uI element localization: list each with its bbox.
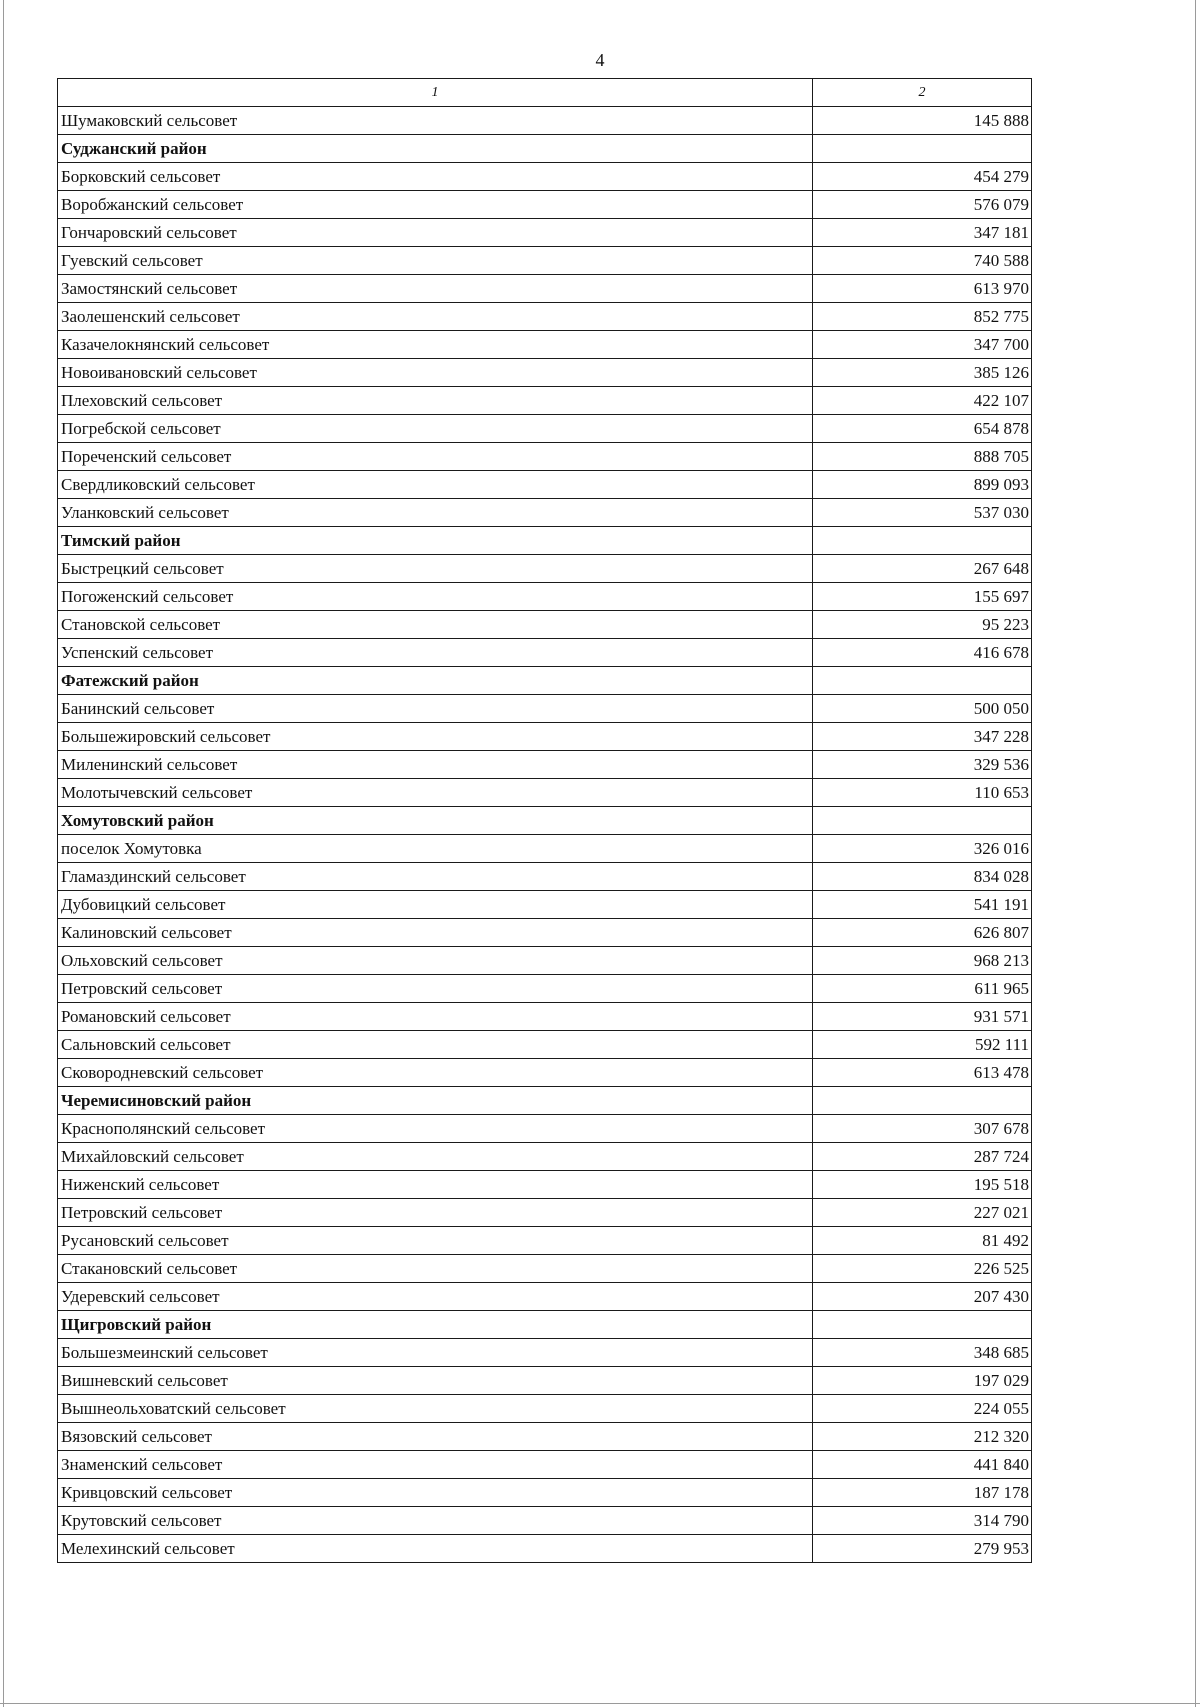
municipality-name: Вышнеольховатский сельсовет: [58, 1395, 813, 1423]
table-row: [58, 1339, 1032, 1367]
table-row: [58, 611, 1032, 639]
allocation-table-container: [57, 78, 1031, 1563]
amount-value: [813, 807, 1032, 835]
table-row: [58, 835, 1032, 863]
district-name: Черемисиновский район: [58, 1087, 813, 1115]
table-row: [58, 1395, 1032, 1423]
amount-value: 329 536: [813, 751, 1032, 779]
district-name: Тимский район: [58, 527, 813, 555]
table-row: [58, 555, 1032, 583]
table-row: [58, 275, 1032, 303]
municipality-name: поселок Хомутовка: [58, 835, 813, 863]
table-row: [58, 499, 1032, 527]
district-name: Суджанский район: [58, 135, 813, 163]
amount-value: 227 021: [813, 1199, 1032, 1227]
amount-value: 307 678: [813, 1115, 1032, 1143]
amount-value: 613 478: [813, 1059, 1032, 1087]
amount-value: 81 492: [813, 1227, 1032, 1255]
table-row: [58, 247, 1032, 275]
district-header-row: [58, 1311, 1032, 1339]
amount-value: 155 697: [813, 583, 1032, 611]
municipality-name: Заолешенский сельсовет: [58, 303, 813, 331]
municipality-name: Удеревский сельсовет: [58, 1283, 813, 1311]
municipality-name: Вишневский сельсовет: [58, 1367, 813, 1395]
municipality-name: Знаменский сельсовет: [58, 1451, 813, 1479]
table-row: [58, 891, 1032, 919]
table-header-row: [58, 79, 1032, 107]
amount-value: 145 888: [813, 107, 1032, 135]
amount-value: 212 320: [813, 1423, 1032, 1451]
amount-value: 537 030: [813, 499, 1032, 527]
municipality-name: Романовский сельсовет: [58, 1003, 813, 1031]
table-row: [58, 583, 1032, 611]
amount-value: 326 016: [813, 835, 1032, 863]
municipality-name: Миленинский сельсовет: [58, 751, 813, 779]
table-row: [58, 639, 1032, 667]
scan-edge-left: [3, 0, 4, 1707]
municipality-name: Большезмеинский сельсовет: [58, 1339, 813, 1367]
amount-value: 454 279: [813, 163, 1032, 191]
table-row: [58, 1115, 1032, 1143]
district-header-row: [58, 667, 1032, 695]
municipality-name: Новоивановский сельсовет: [58, 359, 813, 387]
table-row: [58, 1283, 1032, 1311]
amount-value: 834 028: [813, 863, 1032, 891]
table-row: [58, 1031, 1032, 1059]
municipality-name: Петровский сельсовет: [58, 1199, 813, 1227]
amount-value: 287 724: [813, 1143, 1032, 1171]
amount-value: 613 970: [813, 275, 1032, 303]
municipality-name: Сковородневский сельсовет: [58, 1059, 813, 1087]
page-number: 4: [595, 50, 605, 70]
amount-value: 576 079: [813, 191, 1032, 219]
municipality-name: Мелехинский сельсовет: [58, 1535, 813, 1563]
municipality-name: Замостянский сельсовет: [58, 275, 813, 303]
amount-value: 347 700: [813, 331, 1032, 359]
table-row: [58, 1143, 1032, 1171]
amount-value: 385 126: [813, 359, 1032, 387]
column-header-1: 1: [58, 79, 813, 107]
amount-value: 654 878: [813, 415, 1032, 443]
amount-value: [813, 1087, 1032, 1115]
amount-value: 347 181: [813, 219, 1032, 247]
municipality-name: Михайловский сельсовет: [58, 1143, 813, 1171]
table-row: [58, 1171, 1032, 1199]
amount-value: 224 055: [813, 1395, 1032, 1423]
table-row: [58, 1227, 1032, 1255]
table-row: [58, 359, 1032, 387]
district-name: Хомутовский район: [58, 807, 813, 835]
municipality-name: Пореченский сельсовет: [58, 443, 813, 471]
municipality-name: Краснополянский сельсовет: [58, 1115, 813, 1143]
table-row: [58, 107, 1032, 135]
municipality-name: Быстрецкий сельсовет: [58, 555, 813, 583]
table-row: [58, 1479, 1032, 1507]
table-row: [58, 1423, 1032, 1451]
amount-value: 207 430: [813, 1283, 1032, 1311]
municipality-name: Казачелокнянский сельсовет: [58, 331, 813, 359]
amount-value: 187 178: [813, 1479, 1032, 1507]
municipality-name: Стакановский сельсовет: [58, 1255, 813, 1283]
municipality-name: Сальновский сельсовет: [58, 1031, 813, 1059]
municipality-name: Петровский сельсовет: [58, 975, 813, 1003]
municipality-name: Русановский сельсовет: [58, 1227, 813, 1255]
table-row: [58, 1535, 1032, 1563]
amount-value: 740 588: [813, 247, 1032, 275]
amount-value: 899 093: [813, 471, 1032, 499]
amount-value: 347 228: [813, 723, 1032, 751]
table-row: [58, 443, 1032, 471]
amount-value: 267 648: [813, 555, 1032, 583]
amount-value: 852 775: [813, 303, 1032, 331]
table-row: [58, 219, 1032, 247]
municipality-name: Успенский сельсовет: [58, 639, 813, 667]
municipality-name: Становской сельсовет: [58, 611, 813, 639]
table-row: [58, 1507, 1032, 1535]
table-row: [58, 331, 1032, 359]
amount-value: [813, 135, 1032, 163]
table-row: [58, 191, 1032, 219]
municipality-name: Уланковский сельсовет: [58, 499, 813, 527]
municipality-name: Свердликовский сельсовет: [58, 471, 813, 499]
amount-value: 931 571: [813, 1003, 1032, 1031]
amount-value: [813, 667, 1032, 695]
scan-edge-right: [1195, 0, 1196, 1707]
table-row: [58, 919, 1032, 947]
table-row: [58, 387, 1032, 415]
municipality-name: Шумаковский сельсовет: [58, 107, 813, 135]
table-row: [58, 163, 1032, 191]
amount-value: 348 685: [813, 1339, 1032, 1367]
amount-value: 422 107: [813, 387, 1032, 415]
table-row: [58, 1003, 1032, 1031]
table-row: [58, 975, 1032, 1003]
amount-value: 314 790: [813, 1507, 1032, 1535]
municipality-name: Калиновский сельсовет: [58, 919, 813, 947]
amount-value: 226 525: [813, 1255, 1032, 1283]
table-row: [58, 303, 1032, 331]
amount-value: 95 223: [813, 611, 1032, 639]
municipality-name: Гуевский сельсовет: [58, 247, 813, 275]
municipality-name: Плеховский сельсовет: [58, 387, 813, 415]
municipality-name: Ольховский сельсовет: [58, 947, 813, 975]
table-row: [58, 1451, 1032, 1479]
scan-edge-bottom: [0, 1703, 1200, 1704]
table-row: [58, 1255, 1032, 1283]
table-body: [58, 107, 1032, 1563]
amount-value: 197 029: [813, 1367, 1032, 1395]
municipality-name: Вязовский сельсовет: [58, 1423, 813, 1451]
municipality-name: Банинский сельсовет: [58, 695, 813, 723]
municipality-name: Ниженский сельсовет: [58, 1171, 813, 1199]
municipality-name: Молотычевский сельсовет: [58, 779, 813, 807]
allocation-table: [57, 78, 1032, 1563]
column-header-2: 2: [813, 79, 1032, 107]
table-row: [58, 947, 1032, 975]
district-header-row: [58, 135, 1032, 163]
municipality-name: Гончаровский сельсовет: [58, 219, 813, 247]
municipality-name: Погоженский сельсовет: [58, 583, 813, 611]
municipality-name: Большежировский сельсовет: [58, 723, 813, 751]
municipality-name: Кривцовский сельсовет: [58, 1479, 813, 1507]
table-row: [58, 1059, 1032, 1087]
table-row: [58, 863, 1032, 891]
amount-value: 110 653: [813, 779, 1032, 807]
table-row: [58, 695, 1032, 723]
table-row: [58, 1199, 1032, 1227]
amount-value: 441 840: [813, 1451, 1032, 1479]
amount-value: 416 678: [813, 639, 1032, 667]
table-row: [58, 779, 1032, 807]
amount-value: 500 050: [813, 695, 1032, 723]
table-row: [58, 1367, 1032, 1395]
district-header-row: [58, 1087, 1032, 1115]
district-header-row: [58, 807, 1032, 835]
district-header-row: [58, 527, 1032, 555]
district-name: Щигровский район: [58, 1311, 813, 1339]
amount-value: 611 965: [813, 975, 1032, 1003]
municipality-name: Воробжанский сельсовет: [58, 191, 813, 219]
municipality-name: Гламаздинский сельсовет: [58, 863, 813, 891]
amount-value: 626 807: [813, 919, 1032, 947]
table-row: [58, 751, 1032, 779]
table-row: [58, 415, 1032, 443]
amount-value: 592 111: [813, 1031, 1032, 1059]
amount-value: 279 953: [813, 1535, 1032, 1563]
table-row: [58, 723, 1032, 751]
amount-value: 968 213: [813, 947, 1032, 975]
district-name: Фатежский район: [58, 667, 813, 695]
amount-value: [813, 1311, 1032, 1339]
amount-value: 888 705: [813, 443, 1032, 471]
table-row: [58, 471, 1032, 499]
municipality-name: Крутовский сельсовет: [58, 1507, 813, 1535]
amount-value: 541 191: [813, 891, 1032, 919]
municipality-name: Дубовицкий сельсовет: [58, 891, 813, 919]
amount-value: [813, 527, 1032, 555]
municipality-name: Погребской сельсовет: [58, 415, 813, 443]
municipality-name: Борковский сельсовет: [58, 163, 813, 191]
amount-value: 195 518: [813, 1171, 1032, 1199]
